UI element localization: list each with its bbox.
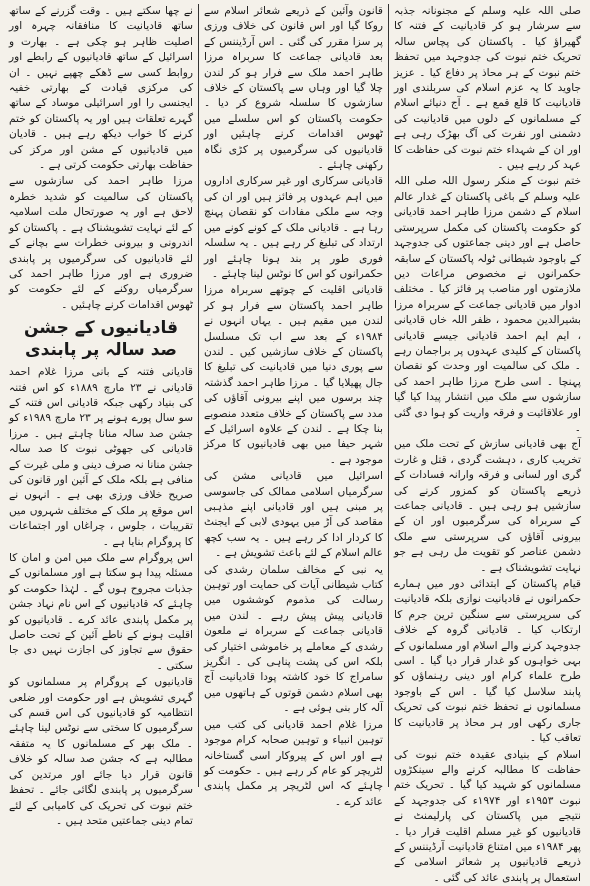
column-right-paragraph-4: قیام پاکستان کے ابتدائی دور میں ہمارے حکمرانوں نے قادیانیت نوازی بلکہ قادیانیت کی سرپرستی سے سنگین ترین جرم کا ارتکاب کیا ۔ قادیانی گروہ کے خلاف جدوجہد کرنے والے اسلام اور مسلمانوں کے بہی خواہوں کو غدار قرار دیا گیا ۔ اسی طرح علماء کرام اور دینی رہنماؤں کو پابند سلاسل کیا گیا ۔ اس کے باوجود مسلمانوں نے تحفظ ختم نبوت کی تحریک جاری رکھی اور ہر محاذ پر قادیانیت کا تعاقب کیا ۔ [394, 577, 581, 746]
column-right-paragraph-5: اسلام کے بنیادی عقیدہ ختم نبوت کی حفاظت کا مطالبہ کرنے والے سینکڑوں مسلمانوں کو شہید کیا گیا ۔ تحریک ختم نبوت ۱۹۵۳ء اور ۱۹۷۴ء کی جدوجہد کے نتیجے میں پاکستان کی پارلیمنٹ نے قادیانیوں کو غیر مسلم اقلیت قرار دیا ۔ پھر ۱۹۸۴ء میں امتناع قادیانیت آرڈیننس کے ذریعے قادیانیوں پر شعائر اسلامی کے استعمال پر پابندی عائد کی گئی ۔ [394, 748, 581, 886]
column-middle-paragraph-4: اسرائیل میں قادیانی مشن کی سرگرمیاں اسلامی ممالک کی جاسوسی پر مبنی ہیں اور قادیانی اپنے مذہبی مقاصد کی آڑ میں یہودی لابی کے ایجنٹ کا کردار ادا کر رہے ہیں ۔ یہ سب کچھ عالم اسلام کے لئے باعث تشویش ہے ۔ [204, 469, 383, 561]
column-middle-paragraph-6: مرزا غلام احمد قادیانی کی کتب میں توہین انبیاء و توہین صحابہ کرام موجود ہے اور اس کے پیروکار اسی گستاخانہ لٹریچر کو عام کر رہے ہیں ۔ حکومت کو چاہئے کہ اس لٹریچر پر مکمل پابندی عائد کرے ۔ [204, 718, 383, 810]
column-middle [199, 4, 389, 787]
column-left-paragraph-4: اس پروگرام سے ملک میں امن و امان کا مسئلہ پیدا ہو سکتا ہے اور مسلمانوں کے جذبات مجروح ہوں گے ۔ لہٰذا حکومت کو چاہئے کہ قادیانیوں کے اس نام نہاد جشن پر مکمل پابندی عائد کرے ۔ قادیانیوں کو اقلیت ہونے کے ناطے آئین کے تحت حاصل حقوق سے تجاوز کی اجازت نہیں دی جا سکتی ۔ [9, 551, 193, 674]
column-middle-paragraph-1: قانون وآئین کے ذریعے شعائر اسلام سے روکا گیا اور اس قانون کی خلاف ورزی پر سزا مقرر کی گئی ۔ اس آرڈیننس کے بعد قادیانی جماعت کا سربراہ مرزا طاہر احمد ملک سے فرار ہو کر لندن چلا گیا اور وہاں سے پاکستان کے خلاف سازشوں کا سلسلہ شروع کر دیا ۔ حکومت پاکستان کو اس سلسلے میں ٹھوس اقدامات کرنے چاہئیں اور قادیانیوں کی سرگرمیوں پر کڑی نگاہ رکھنی چاہئے ۔ [204, 4, 383, 173]
column-left-paragraph-1: نے چھا سکتے ہیں ۔ وقت گزرنے کے ساتھ ساتھ قادیانیت کا منافقانہ چہرہ اور اصلیت ظاہر ہو چکی ہے ۔ بھارت و اسرائیل کے ساتھ قادیانیوں کے رابطے اور روابط کسی سے ڈھکے چھپے نہیں ۔ ان کی مرکزی قیادت کے بھارتی خفیہ ایجنسی را اور اسرائیلی موساد کے ساتھ گہرے تعلقات ہیں اور یہ پاکستان کو ختم کرنے کا خواب دیکھ رہے ہیں ۔ قادیان میں قادیانیوں کے مشن اور مرکز کی حفاظت بھارتی حکومت کرتی ہے ۔ [9, 4, 193, 173]
column-left-paragraph-5: قادیانیوں کے پروگرام پر مسلمانوں کو گہری تشویش ہے اور حکومت اور ضلعی انتظامیہ کو قادیانیوں کی اس قسم کی سرگرمیوں کا سختی سے نوٹس لینا چاہئے ۔ ملک بھر کے مسلمانوں کا یہ متفقہ مطالبہ ہے کہ جشن صد سالہ کو خلاف قانون قرار دیا جائے اور مرتدین کی سرگرمیوں پر پابندی لگائی جائے ۔ تحفظ ختم نبوت کی تحریک کی کامیابی کے لئے تمام دینی جماعتیں متحد ہیں ۔ [9, 675, 193, 829]
column-right-paragraph-2: ختم نبوت کے منکر رسول اللہ صلی اللہ علیہ وسلم کے باغی پاکستان کے غدار عالم اسلام کے دشمن مرزا طاہر احمد قادیانی کو حکومت پاکستان کی مکمل سرپرستی حاصل ہے اور دینی جماعتوں کی جدوجہد کے باوجود شیطانی ٹولہ پاکستان کے سابقہ حکمرانوں نے مخصوص مراعات دیں ملازمتوں اور مناصب پر فائز کیا ۔ مختلف ادوار میں قادیانی جماعت کے سربراہ مرزا بشیرالدین محمود ، ظفر اللہ خاں قادیانی ، ایم ایم احمد قادیانی جیسے قادیانی پاکستان کے کلیدی عہدوں پر براجمان رہے ۔ ملک کی سالمیت اور وحدت کو نقصان پہنچا ۔ اسی طرح مرزا طاہر احمد کی سازشوں سے ملک میں انتشار پیدا کیا گیا اور علاقائیت و فرقہ واریت کو ہوا دی گئی ۔ [394, 174, 581, 436]
column-middle-paragraph-3: قادیانی اقلیت کے چوتھے سربراہ مرزا طاہر احمد پاکستان سے فرار ہو کر لندن میں مقیم ہیں ۔ یہاں انہوں نے ۱۹۸۴ء کے بعد سے اب تک مسلسل پاکستان کے خلاف سازشیں کیں ۔ لندن سے پوری دنیا میں قادیانیت کی تبلیغ کا جال پھیلایا گیا ۔ مرزا طاہر احمد گذشتہ چند برسوں میں اپنے بیرونی آقاؤں کی مدد سے پاکستان کے خلاف متعدد منصوبے بنا چکا ہے ۔ لندن کے علاوہ اسرائیل کے شہر حیفا میں بھی قادیانیوں کا مرکز موجود ہے ۔ [204, 283, 383, 468]
column-right [389, 4, 586, 787]
column-left-paragraph-2: مرزا طاہر احمد کی سازشوں سے پاکستان کی سالمیت کو شدید خطرہ لاحق ہے اور یہ صورتحال ملت اسلامیہ کے لئے نہایت تشویشناک ہے ۔ پاکستان کو اندرونی و بیرونی خطرات سے بچانے کے لئے قادیانیوں کی سرگرمیوں پر پابندی ضروری ہے اور مرزا طاہر احمد کی سرگرمیاں روکنے کے لئے حکومت کو ٹھوس اقدامات کرنے چاہئیں ۔ [9, 174, 193, 313]
column-left-paragraph-3: قادیانی فتنہ کے بانی مرزا غلام احمد قادیانی نے ۲۳ مارچ ۱۸۸۹ء کو اس فتنہ کی بنیاد رکھی جبکہ قادیانی اس فتنہ کے سو سال پورے ہونے پر ۲۳ مارچ ۱۹۸۹ء کو جشن صد سالہ منانا چاہتے ہیں ۔ مرزا قادیانی کی جھوٹی نبوت کا صد سالہ جشن منانا نہ صرف دینی و ملی غیرت کے منافی ہے بلکہ ملک کے آئین اور قانون کی صریح خلاف ورزی بھی ہے ۔ انہوں نے اس موقع پر ملک کے مختلف شہروں میں تقریبات ، جلوس ، چراغاں اور اجتماعات کا پروگرام بنایا ہے ۔ [9, 365, 193, 550]
column-middle-paragraph-5: یہ نبی کے مخالف سلمان رشدی کی کتاب شیطانی آیات کی حمایت اور توہین رسالت کی مذموم کوششوں میں قادیانی پیش پیش رہے ۔ لندن میں قادیانی جماعت کے سربراہ نے ملعون رشدی کے معاملے پر خاموشی اختیار کی بلکہ اس کی پشت پناہی کی ۔ انگریز سامراج کا خود کاشتہ پودا قادیانیت آج بھی اسلام دشمن قوتوں کے ہاتھوں میں آلہ کار بنی ہوئی ہے ۔ [204, 563, 383, 717]
column-left [4, 4, 199, 787]
column-right-paragraph-1: صلی اللہ علیہ وسلم کے مجنونانہ جذبہ سے سرشار ہو کر قادیانیت کے فتنہ کا گھیراؤ کیا ۔ پاکستان کی پچاس سالہ تحریک ختم نبوت کی جدوجہد میں تحفظ ختم نبوت کے ہر محاذ پر دفاع کیا ۔ عزیز جاوید کا یہ عزم اسلام کی سربلندی اور قادیانیت کا قلع قمع ہے ۔ آج دنیائے اسلام کے مسلمانوں کے دلوں میں قادیانیت کی دشمنی اور نفرت کی آگ بھڑک رہی ہے اور ان کے شہداء ختم نبوت کی حفاظت کا عہد کر رہے ہیں ۔ [394, 4, 581, 173]
column-middle-paragraph-2: قادیانی سرکاری اور غیر سرکاری اداروں میں اہم عہدوں پر فائز ہیں اور ان کی وجہ سے ملکی مفادات کو نقصان پہنچ رہا ہے ۔ قادیانی ملک کے کونے کونے میں ارتداد کی تبلیغ کر رہے ہیں ۔ یہ سلسلہ فوری طور پر بند ہونا چاہئے اور حکمرانوں کو اس کا نوٹس لینا چاہئے ۔ [204, 174, 383, 282]
article-headline: قادیانیوں کے جشن صد سالہ پر پابندی [9, 317, 193, 361]
column-right-paragraph-3: آج بھی قادیانی سازش کے تحت ملک میں تخریب کاری ، دہشت گردی ، قتل و غارت گری اور لسانی و فرقہ وارانہ فسادات کے ذریعے پاکستان کو کمزور کرنے کی سازشیں ہو رہی ہیں ۔ قادیانی جماعت کے سربراہ کی سرگرمیوں اور ان کے بیرونی آقاؤں کی سرپرستی سے ملک دشمن عناصر کو تقویت مل رہی ہے جو نہایت تشویشناک ہے ۔ [394, 437, 581, 576]
